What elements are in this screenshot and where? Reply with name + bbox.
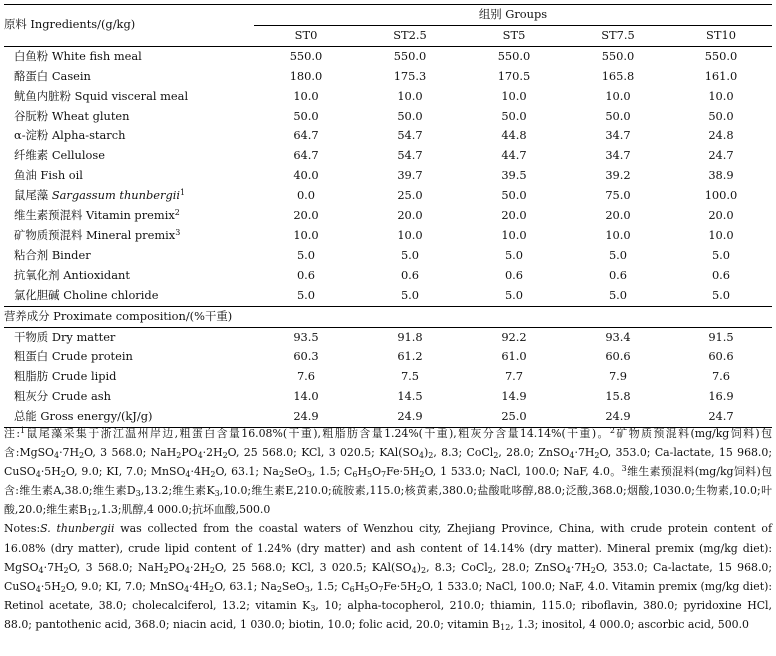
row-label-cn: 粘合剂 — [14, 247, 49, 262]
cell-value: 50.0 — [293, 108, 319, 123]
row-label — [4, 226, 254, 246]
cell-value: 24.7 — [708, 409, 734, 424]
cell-value: 550.0 — [497, 48, 531, 63]
row-label — [4, 387, 254, 407]
cell-value: 40.0 — [293, 168, 319, 183]
table-row — [4, 327, 772, 347]
ingredients-header: 原料 Ingredients/(g/kg) — [4, 5, 254, 47]
row-label-en: Fish oil — [40, 168, 83, 183]
row-label-en: Vitamin premix — [85, 208, 175, 223]
row-label-cn: 粗蛋白 — [14, 349, 49, 364]
row-label — [4, 186, 254, 206]
cell-value: 161.0 — [704, 68, 738, 83]
cell-value: 61.0 — [501, 349, 527, 364]
cell-value: 5.0 — [400, 287, 420, 302]
row-label — [4, 46, 254, 66]
table-row — [4, 367, 772, 387]
row-label — [4, 126, 254, 146]
cell-value: 24.7 — [708, 148, 734, 163]
cell-value: 7.9 — [608, 369, 628, 384]
row-label — [4, 327, 254, 347]
cell-value: 50.0 — [708, 108, 734, 123]
row-label — [4, 166, 254, 186]
cell-value: 38.9 — [708, 168, 734, 183]
cell-value: 5.0 — [296, 287, 316, 302]
row-label-cn: α-淀粉 — [14, 128, 49, 143]
cell-value: 0.6 — [400, 267, 420, 282]
cell-value: 5.0 — [608, 247, 628, 262]
footnote-mark: 3 — [175, 227, 181, 237]
row-label — [4, 246, 254, 266]
cell-value: 10.0 — [293, 227, 319, 242]
table-row — [4, 206, 772, 226]
row-label-cn: 抗氧化剂 — [14, 267, 60, 282]
cell-value: 10.0 — [397, 227, 423, 242]
cell-value: 60.6 — [605, 349, 631, 364]
cell-value: 0.6 — [504, 267, 524, 282]
cell-value: 44.8 — [501, 128, 527, 143]
row-label-cn: 酪蛋白 — [14, 68, 49, 83]
cell-value: 50.0 — [501, 188, 527, 203]
row-label — [4, 206, 254, 226]
cell-value: 10.0 — [501, 227, 527, 242]
table-row — [4, 126, 772, 146]
row-label-en: Squid visceral meal — [74, 88, 189, 103]
cell-value: 10.0 — [397, 88, 423, 103]
row-label-cn: 粗脂肪 — [14, 369, 49, 384]
cell-value: 93.4 — [605, 329, 631, 344]
cell-value: 25.0 — [397, 188, 423, 203]
table-row — [4, 286, 772, 306]
cell-value: 180.0 — [289, 68, 323, 83]
cell-value: 24.9 — [397, 409, 423, 424]
cell-value: 550.0 — [289, 48, 323, 63]
cell-value: 0.6 — [608, 267, 628, 282]
cell-value: 165.8 — [601, 68, 635, 83]
row-label-cn: 粗灰分 — [14, 389, 49, 404]
cell-value: 10.0 — [605, 88, 631, 103]
cell-value: 60.6 — [708, 349, 734, 364]
row-label-en: Mineral premix — [85, 227, 176, 242]
row-label-cn: 氯化胆碱 — [14, 287, 60, 302]
cell-value: 5.0 — [711, 247, 731, 262]
cell-value: 550.0 — [704, 48, 738, 63]
cell-value: 25.0 — [501, 409, 527, 424]
row-label-en: Wheat gluten — [51, 108, 130, 123]
row-label — [4, 347, 254, 367]
cell-value: 50.0 — [605, 108, 631, 123]
row-label-en: Gross energy/(kJ/g) — [40, 409, 153, 424]
row-label-en: Dry matter — [51, 329, 116, 344]
cell-value: 24.8 — [708, 128, 734, 143]
row-label — [4, 367, 254, 387]
cell-value: 0.6 — [296, 267, 316, 282]
table-row — [4, 186, 772, 206]
table-row — [4, 107, 772, 127]
table-row — [4, 87, 772, 107]
cell-value: 50.0 — [501, 108, 527, 123]
table-row — [4, 67, 772, 87]
row-label-cn: 鱼油 — [14, 168, 37, 183]
cell-value: 64.7 — [293, 148, 319, 163]
row-label — [4, 286, 254, 306]
cell-value: 5.0 — [711, 287, 731, 302]
row-label-cn: 维生素预混料 — [14, 208, 83, 223]
cell-value: 20.0 — [605, 208, 631, 223]
row-label — [4, 266, 254, 286]
row-label — [4, 67, 254, 87]
row-label-en: Crude ash — [51, 389, 111, 404]
cell-value: 0.0 — [296, 188, 316, 203]
cell-value: 20.0 — [708, 208, 734, 223]
table-row — [4, 166, 772, 186]
row-label-cn: 白鱼粉 — [14, 48, 49, 63]
row-label-en: Binder — [51, 247, 91, 262]
notes-chinese: 注:$^1$鼠尾藻采集于浙江温州岸边,粗蛋白含量16.08%(干重),粗脂肪含量1.24%(干重),粗灰分含量14.14%(干重)。$^2$矿物质预混料(mg/kg饲料)包含$:MgSO_4\cdot 7H_2O$, 3 568.0; $NaH_2PO_4\cdot 2H_2O$, 25 568.0; KCl, 3 020.5; $KAl(SO_4)_2$, 8.3; CoCl$_2$, 28.0; $ZnSO_4\cdot 7H_2O$, 353.0; Ca-lactate, 15 968.0; $CuSO_4\cdot 5H_2O$, 9.0; KI, 7.0; $MnSO_4\cdot 4H_2O$, 63.1; $Na_2SeO_3$, 1.5; $C_6H_5O_7Fe\cdot 5H_2O$, 1 533.0; NaCl, 100.0; NaF, 4.0。$^3$维生素预混料(mg/kg饲料)包含:维生素A,38.0;维生素$D_3,13.2$;维生素$K_3,10.0$;维生素E,210.0;硫胺素,115.0;核黄素,380.0;盐酸吡哆醇,88.0;泛酸,368.0;烟酸,1030.0;生物素,10.0;叶酸,20.0;维生素$B_{12},1.3$;肌醇,4 000.0;抗坏血酸,500.0 — [4, 426, 773, 518]
cell-value: 5.0 — [504, 247, 524, 262]
cell-value: 10.0 — [708, 88, 734, 103]
groups-header — [254, 5, 772, 26]
column-header: ST5 — [462, 25, 566, 46]
cell-value: 39.5 — [501, 168, 527, 183]
row-label-cn: 总能 — [14, 409, 37, 424]
cell-value: 34.7 — [605, 148, 631, 163]
cell-value: 170.5 — [497, 68, 531, 83]
cell-value: 20.0 — [397, 208, 423, 223]
table-row — [4, 347, 772, 367]
cell-value: 7.7 — [504, 369, 524, 384]
header-row-group — [4, 5, 772, 26]
cell-value: 5.0 — [400, 247, 420, 262]
cell-value: 10.0 — [293, 88, 319, 103]
table-row — [4, 146, 772, 166]
cell-value: 5.0 — [296, 247, 316, 262]
cell-value: 75.0 — [605, 188, 631, 203]
section-title: 营养成分 Proximate composition/(%干重) — [4, 308, 233, 323]
row-label — [4, 87, 254, 107]
row-label-cn: 矿物质预混料 — [14, 227, 83, 242]
cell-value: 54.7 — [397, 148, 423, 163]
row-label-en: Cellulose — [51, 148, 105, 163]
cell-value: 60.3 — [293, 349, 319, 364]
row-label — [4, 146, 254, 166]
cell-value: 175.3 — [393, 68, 427, 83]
column-header: ST2.5 — [358, 25, 462, 46]
cell-value: 7.5 — [400, 369, 420, 384]
row-label-cn: 鱿鱼内脏粉 — [14, 88, 71, 103]
cell-value: 14.5 — [397, 389, 423, 404]
cell-value: 20.0 — [501, 208, 527, 223]
table-row — [4, 266, 772, 286]
row-label-cn: 鼠尾藻 — [14, 188, 49, 203]
cell-value: 39.2 — [605, 168, 631, 183]
cell-value: 550.0 — [393, 48, 427, 63]
cell-value: 61.2 — [397, 349, 423, 364]
cell-value: 39.7 — [397, 168, 423, 183]
table-row — [4, 226, 772, 246]
cell-value: 24.9 — [605, 409, 631, 424]
row-label-cn: 纤维素 — [14, 148, 49, 163]
row-label-en: Alpha-starch — [51, 128, 126, 143]
cell-value: 64.7 — [293, 128, 319, 143]
footnote-mark: 2 — [174, 208, 180, 218]
cell-value: 100.0 — [704, 188, 738, 203]
cell-value: 10.0 — [501, 88, 527, 103]
cell-value: 44.7 — [501, 148, 527, 163]
row-label — [4, 107, 254, 127]
cell-value: 7.6 — [296, 369, 316, 384]
cell-value: 50.0 — [397, 108, 423, 123]
cell-value: 0.6 — [711, 267, 731, 282]
cell-value: 34.7 — [605, 128, 631, 143]
row-label-en: Crude lipid — [51, 369, 117, 384]
cell-value: 14.0 — [293, 389, 319, 404]
row-label-cn: 干物质 — [14, 329, 49, 344]
section-row-proximate — [4, 306, 772, 327]
groups-header-text: 组别 Groups — [478, 7, 548, 21]
notes-english: Notes:S. thunbergii was collected from the coastal waters of Wenzhou city, Zhejiang Province, China, with crude protein content of 16.08% (dry matter), crude lipid content of 1.24% (dry matter) and ash content of 14.14% (dry matter). Mineral premix (mg/kg diet): $MgSO_4\cdot 7H_2O$, 3 568.0; $NaH_2PO_4\cdot 2H_2O$, 25 568.0; KCl, 3 020.5; $KAl(SO_4)_2$, 8.3; CoCl$_2$, 28.0; $ZnSO_4\cdot 7H_2O$, 353.0; Ca-lactate, 15 968.0; $CuSO_4\cdot 5H_2O$, 9.0; KI, 7.0; $MnSO_4\cdot 4H_2O$, 63.1; $Na_2SeO_3$, 1.5; $C_6H_5O_7Fe\cdot 5H_2O$, 1 533.0; NaCl, 100.0; NaF, 4.0. Vitamin premix (mg/kg diet): Retinol acetate, 38.0; cholecalciferol, 13.2; vitamin $K_3$, 10; alpha-tocopherol, 210.0; thiamin, 115.0; riboflavin, 380.0; pyridoxine HCl, 88.0; pantothenic acid, 368.0; niacin acid, 1 030.0; biotin, 10.0; folic acid, 20.0; vitamin $B_{12}$, 1.3; inositol, 4 000.0; ascorbic acid, 500.0 — [4, 522, 773, 632]
cell-value: 54.7 — [397, 128, 423, 143]
column-header: ST7.5 — [566, 25, 670, 46]
row-label-en: Antioxidant — [63, 267, 130, 282]
table-row — [4, 46, 772, 66]
cell-value: 7.6 — [711, 369, 731, 384]
cell-value: 550.0 — [601, 48, 635, 63]
cell-value: 5.0 — [608, 287, 628, 302]
cell-value: 91.8 — [397, 329, 423, 344]
cell-value: 92.2 — [501, 329, 527, 344]
row-label-cn: 谷朊粉 — [14, 108, 49, 123]
cell-value: 5.0 — [504, 287, 524, 302]
row-label-en: Choline chloride — [63, 287, 159, 302]
row-label-en: White fish meal — [51, 48, 142, 63]
cell-value: 16.9 — [708, 389, 734, 404]
cell-value: 15.8 — [605, 389, 631, 404]
cell-value: 93.5 — [293, 329, 319, 344]
cell-value: 10.0 — [605, 227, 631, 242]
cell-value: 10.0 — [708, 227, 734, 242]
cell-value: 20.0 — [293, 208, 319, 223]
table-row — [4, 387, 772, 407]
cell-value: 91.5 — [708, 329, 734, 344]
diet-composition-table — [4, 4, 772, 428]
column-header: ST10 — [670, 25, 772, 46]
row-label-en: Casein — [51, 68, 91, 83]
table-notes — [4, 424, 772, 634]
footnote-mark: 1 — [180, 188, 186, 198]
cell-value: 14.9 — [501, 389, 527, 404]
column-header: ST0 — [254, 25, 358, 46]
cell-value: 24.9 — [293, 409, 319, 424]
row-label-en: Sargassum thunbergii — [51, 188, 181, 203]
table-row — [4, 246, 772, 266]
row-label-en: Crude protein — [51, 349, 133, 364]
